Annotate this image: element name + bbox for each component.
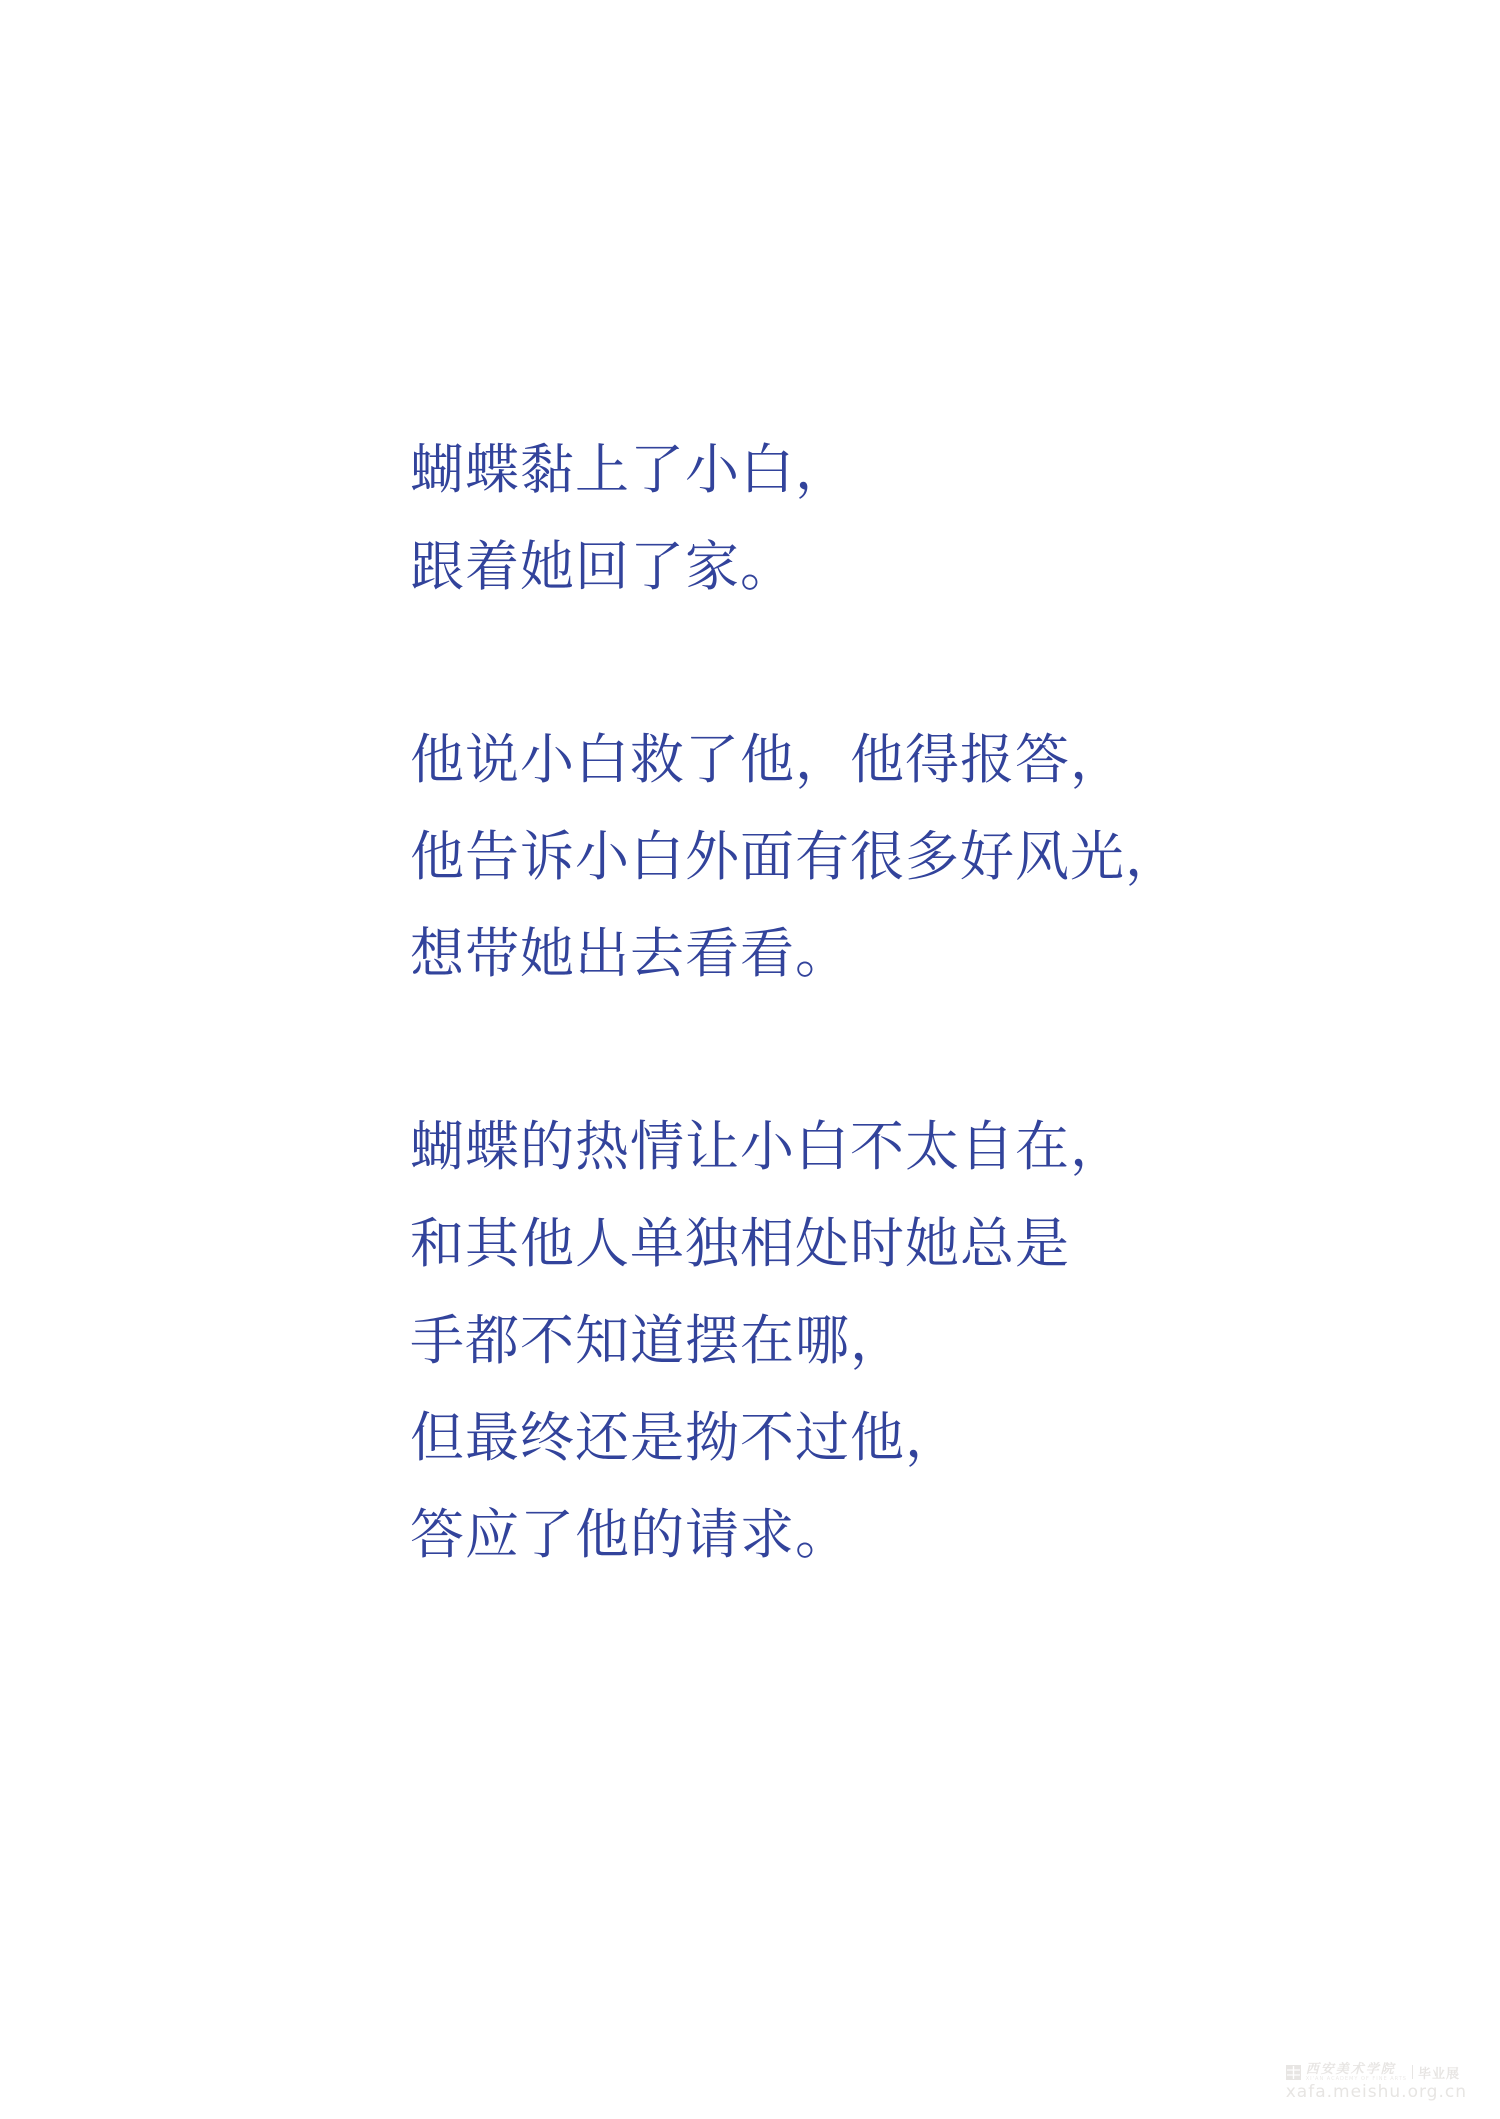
site-watermark (1286, 2063, 1467, 2102)
academy-caption: XI'AN ACADEMY OF FINE ARTS (1305, 2075, 1407, 2082)
watermark-divider (1412, 2065, 1413, 2079)
watermark-top-row (1286, 2063, 1467, 2081)
poem-line: 但最终还是拗不过他， (410, 1406, 960, 1469)
poem-line: 他告诉小白外面有很多好风光， (410, 825, 1180, 888)
stanza-2 (410, 711, 1180, 1002)
poem-line: 跟着她回了家。 (410, 535, 795, 598)
stanza-3 (410, 1098, 1180, 1583)
poem-line: 蝴蝶的热情让小白不太自在， (410, 1115, 1125, 1178)
poem-line: 答应了他的请求。 (410, 1503, 850, 1566)
watermark-domain: xafa.meishu.org.cn (1285, 2082, 1467, 2103)
exhibition-label: 毕业展 (1417, 2066, 1460, 2082)
poem-line: 手都不知道摆在哪， (410, 1309, 905, 1372)
poem-line: 他说小白救了他，他得报答， (410, 728, 1125, 791)
poem-text (410, 421, 1180, 1583)
poem-line: 想带她出去看看。 (410, 922, 850, 985)
poem-line: 蝴蝶黏上了小白， (410, 438, 850, 501)
poem-line: 和其他人单独相处时她总是 (410, 1212, 1070, 1275)
academy-seal-icon (1286, 2065, 1301, 2080)
academy-name: 西安美术学院 (1305, 2061, 1396, 2077)
stanza-1 (410, 421, 1180, 615)
academy-name-block (1306, 2063, 1407, 2082)
